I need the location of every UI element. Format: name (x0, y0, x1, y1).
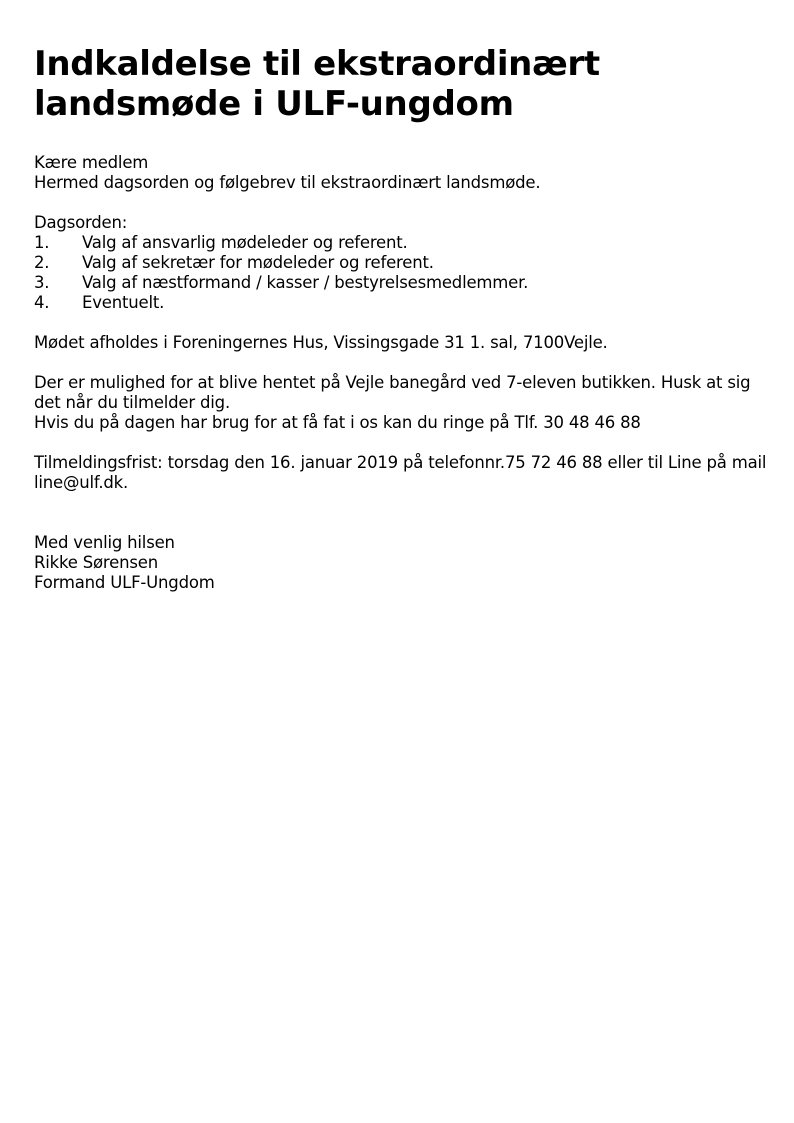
phone-text: Hvis du på dagen har brug for at få fat i os kan du ringe på Tlf. 30 48 46 88 (34, 413, 641, 432)
signer-title: Formand ULF-Ungdom (34, 573, 215, 592)
agenda-item-text: Valg af næstformand / kasser / bestyrelsesmedlemmer. (82, 273, 529, 292)
letter-page (34, 44, 767, 593)
agenda-list (34, 233, 764, 313)
agenda-item-text: Valg af sekretær for mødeleder og referent. (82, 253, 434, 272)
agenda-item (34, 233, 764, 253)
title-line-1: Indkaldelse til ekstraordinært (34, 44, 600, 84)
agenda-item-text: Eventuelt. (82, 293, 165, 312)
agenda-item (34, 293, 764, 313)
agenda-item-number: 2. (34, 253, 50, 272)
agenda-item-text: Valg af ansvarlig mødeleder og referent. (82, 233, 408, 252)
venue-text: Mødet afholdes i Foreningernes Hus, Vissingsgade 31 1. sal, 7100Vejle. (34, 333, 608, 352)
title-line-2: landsmøde i ULF-ungdom (34, 84, 514, 124)
closing-text: Med venlig hilsen (34, 533, 175, 552)
page-title (34, 44, 764, 124)
letter-body (34, 153, 767, 593)
deadline-text-line-1: Tilmeldingsfrist: torsdag den 16. januar 2019 på telefonnr.75 72 46 88 eller til Line på mail (34, 453, 767, 472)
deadline-text-line-2: line@ulf.dk. (34, 473, 129, 492)
signer-name: Rikke Sørensen (34, 553, 158, 572)
agenda-item-number: 3. (34, 273, 50, 292)
greeting: Kære medlem (34, 153, 149, 172)
pickup-text-line-2: det når du tilmelder dig. (34, 393, 230, 412)
intro-text: Hermed dagsorden og følgebrev til ekstraordinært landsmøde. (34, 173, 541, 192)
agenda-item (34, 273, 764, 293)
pickup-text-line-1: Der er mulighed for at blive hentet på Vejle banegård ved 7-eleven butikken. Husk at sig (34, 373, 751, 392)
agenda-item (34, 253, 764, 273)
agenda-item-number: 4. (34, 293, 50, 312)
agenda-item-number: 1. (34, 233, 50, 252)
agenda-heading: Dagsorden: (34, 213, 128, 232)
